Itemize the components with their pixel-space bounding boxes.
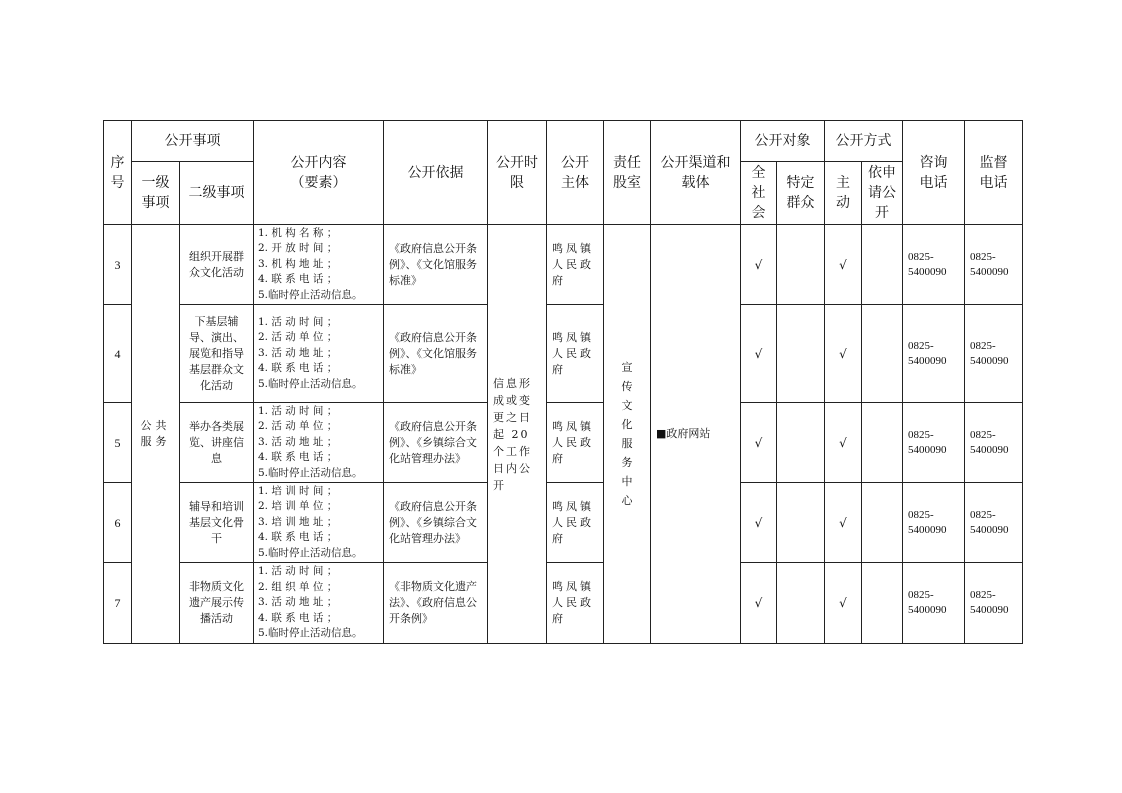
time-limit-cell: 信息形成或变更之日起 20 个工作日内公开 <box>488 225 547 644</box>
header-seq: 序号 <box>104 121 132 225</box>
basis-cell: 《非物质文化遗产法》、《政府信息公开条例》 <box>384 563 488 644</box>
content-items: 1. 培 训 时 间 ； 2. 培 训 单 位 ； 3. 培 训 地 址 ； 4. 联 系 电 话 ； 5.临时停止活动信息。 <box>254 483 384 563</box>
table-row <box>104 305 1023 403</box>
content-items: 1. 活 动 时 间 ； 2. 组 织 单 位 ； 3. 活 动 地 址 ； 4. 联 系 电 话 ； 5.临时停止活动信息。 <box>254 563 384 644</box>
target-all-check: √ <box>741 483 777 563</box>
method-active-check: √ <box>825 483 862 563</box>
channel-cell: ■政府网站 <box>651 225 741 644</box>
consult-phone-cell: 0825-5400090 <box>903 403 965 483</box>
method-active-check: √ <box>825 305 862 403</box>
table-row <box>104 483 1023 563</box>
target-specific-check <box>777 483 825 563</box>
level2-cell: 辅导和培训基层文化骨干 <box>180 483 254 563</box>
supervise-phone-cell: 0825-5400090 <box>965 563 1023 644</box>
method-active-check: √ <box>825 225 862 305</box>
method-active-check: √ <box>825 403 862 483</box>
target-specific-check <box>777 305 825 403</box>
row-seq: 5 <box>104 403 132 483</box>
row-seq: 3 <box>104 225 132 305</box>
supervise-phone-cell: 0825-5400090 <box>965 403 1023 483</box>
header-consult-phone: 咨询电话 <box>903 121 965 225</box>
level1-cell: 公共服务 <box>132 225 180 644</box>
method-apply-check <box>862 225 903 305</box>
dept-cell: 宣传文化服务中心 <box>604 225 651 644</box>
consult-phone-cell: 0825-5400090 <box>903 483 965 563</box>
target-all-check: √ <box>741 305 777 403</box>
method-apply-check <box>862 563 903 644</box>
method-apply-check <box>862 305 903 403</box>
content-items: 1. 机 构 名 称 ； 2. 开 放 时 间 ； 3. 机 构 地 址 ； 4. 联 系 电 话 ； 5.临时停止活动信息。 <box>254 225 384 305</box>
header-method: 公开方式 <box>825 121 903 162</box>
row-seq: 6 <box>104 483 132 563</box>
content-items: 1. 活 动 时 间 ； 2. 活 动 单 位 ； 3. 活 动 地 址 ； 4. 联 系 电 话 ； 5.临时停止活动信息。 <box>254 305 384 403</box>
consult-phone-cell: 0825-5400090 <box>903 225 965 305</box>
header-method-active: 主动 <box>825 162 862 225</box>
consult-phone-cell: 0825-5400090 <box>903 563 965 644</box>
subject-cell: 鸣凤镇人民政府 <box>547 225 604 305</box>
disclosure-table <box>103 120 1023 644</box>
header-basis: 公开依据 <box>384 121 488 225</box>
header-channel: 公开渠道和载体 <box>651 121 741 225</box>
supervise-phone-cell: 0825-5400090 <box>965 225 1023 305</box>
target-specific-check <box>777 563 825 644</box>
header-public-items: 公开事项 <box>132 121 254 162</box>
supervise-phone-cell: 0825-5400090 <box>965 483 1023 563</box>
row-seq: 4 <box>104 305 132 403</box>
target-specific-check <box>777 225 825 305</box>
consult-phone-cell: 0825-5400090 <box>903 305 965 403</box>
header-time-limit: 公开时限 <box>488 121 547 225</box>
header-level2: 二级事项 <box>180 162 254 225</box>
target-all-check: √ <box>741 403 777 483</box>
row-seq: 7 <box>104 563 132 644</box>
header-supervise-phone: 监督电话 <box>965 121 1023 225</box>
subject-cell: 鸣凤镇人民政府 <box>547 305 604 403</box>
target-all-check: √ <box>741 225 777 305</box>
table-row <box>104 563 1023 644</box>
basis-cell: 《政府信息公开条例》、《文化馆服务标准》 <box>384 305 488 403</box>
content-items: 1. 活 动 时 间 ； 2. 活 动 单 位 ； 3. 活 动 地 址 ； 4. 联 系 电 话 ； 5.临时停止活动信息。 <box>254 403 384 483</box>
header-target-specific: 特定群众 <box>777 162 825 225</box>
level2-cell: 举办各类展览、讲座信息 <box>180 403 254 483</box>
header-level1: 一级事项 <box>132 162 180 225</box>
method-apply-check <box>862 483 903 563</box>
basis-cell: 《政府信息公开条例》、《乡镇综合文化站管理办法》 <box>384 483 488 563</box>
table-row <box>104 225 1023 305</box>
table-row <box>104 403 1023 483</box>
supervise-phone-cell: 0825-5400090 <box>965 305 1023 403</box>
subject-cell: 鸣凤镇人民政府 <box>547 563 604 644</box>
header-subject: 公开主体 <box>547 121 604 225</box>
level2-cell: 非物质文化遗产展示传播活动 <box>180 563 254 644</box>
level2-cell: 组织开展群众文化活动 <box>180 225 254 305</box>
header-dept: 责任股室 <box>604 121 651 225</box>
subject-cell: 鸣凤镇人民政府 <box>547 403 604 483</box>
method-apply-check <box>862 403 903 483</box>
subject-cell: 鸣凤镇人民政府 <box>547 483 604 563</box>
target-specific-check <box>777 403 825 483</box>
basis-cell: 《政府信息公开条例》、《乡镇综合文化站管理办法》 <box>384 403 488 483</box>
header-content: 公开内容（要素） <box>254 121 384 225</box>
header-target: 公开对象 <box>741 121 825 162</box>
target-all-check: √ <box>741 563 777 644</box>
method-active-check: √ <box>825 563 862 644</box>
header-method-apply: 依申请公开 <box>862 162 903 225</box>
level2-cell: 下基层辅导、演出、展览和指导基层群众文化活动 <box>180 305 254 403</box>
header-target-all: 全社会 <box>741 162 777 225</box>
basis-cell: 《政府信息公开条例》、《文化馆服务标准》 <box>384 225 488 305</box>
